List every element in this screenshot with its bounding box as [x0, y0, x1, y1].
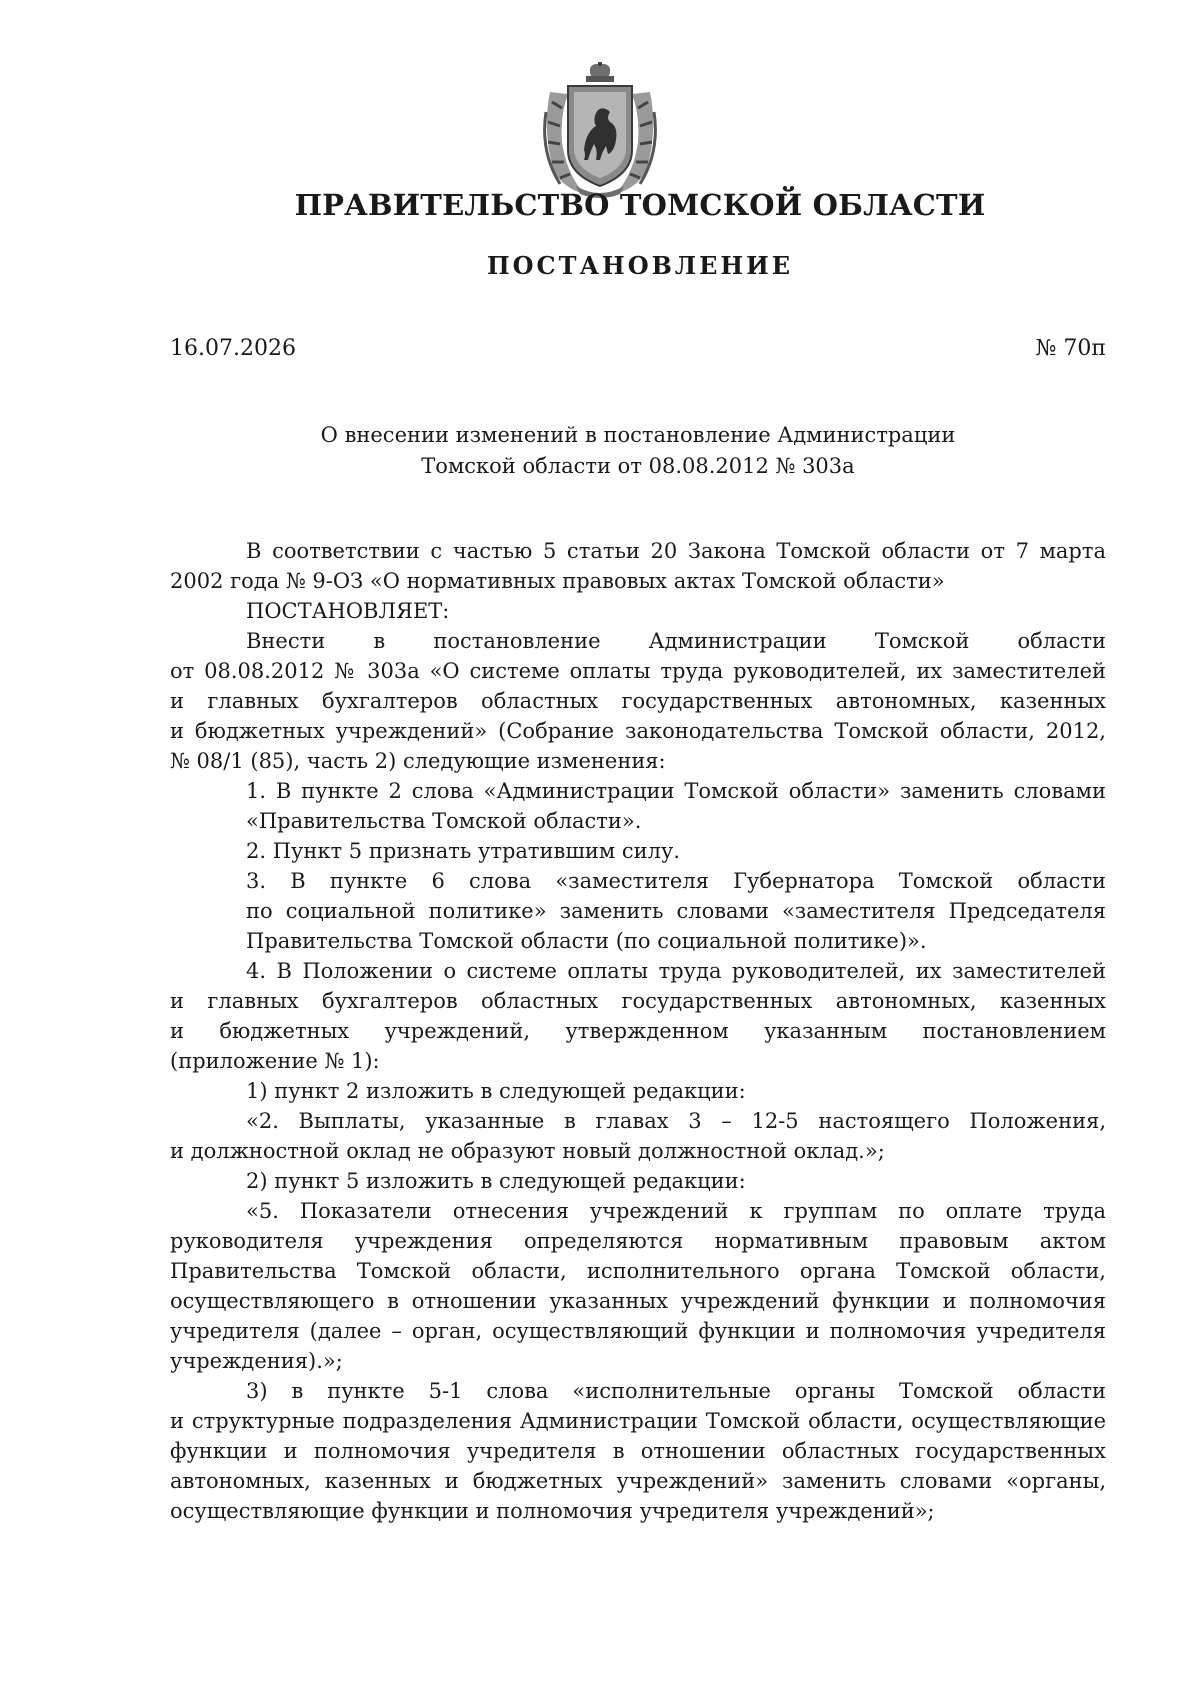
body-line: Правительства Томской области, исполнительного органа Томской области, [170, 1259, 1106, 1283]
subject-line: Томской области от 08.08.2012 № 303а [421, 454, 855, 478]
body-line: Внести в постановление Администрации Томской области [246, 629, 1106, 653]
document-number: № 70п [1035, 336, 1106, 361]
body-line: 2002 года № 9-ОЗ «О нормативных правовых актах Томской области» [170, 569, 945, 593]
body-line: осуществляющего в отношении указанных учреждений функции и полномочия [170, 1289, 1106, 1313]
body-line: и должностной оклад не образуют новый должностной оклад.»; [170, 1139, 885, 1163]
body-line: ПОСТАНОВЛЯЕТ: [246, 599, 450, 623]
document-type-title: ПОСТАНОВЛЕНИЕ [486, 251, 794, 280]
body-line: «2. Выплаты, указанные в главах 3 – 12-5 настоящего Положения, [246, 1109, 1106, 1133]
document-date: 16.07.2026 [170, 336, 296, 361]
body-line: № 08/1 (85), часть 2) следующие изменения: [170, 749, 666, 773]
body-line: В соответствии с частью 5 статьи 20 Закона Томской области от 7 марта [246, 539, 1106, 563]
body-line: функции и полномочия учредителя в отношении областных государственных [170, 1439, 1106, 1463]
body-line: «Правительства Томской области». [246, 809, 642, 833]
organization-title: ПРАВИТЕЛЬСТВО ТОМСКОЙ ОБЛАСТИ [294, 188, 986, 222]
body-line: и главных бухгалтеров областных государственных автономных, казенных [170, 989, 1106, 1013]
body-line: и главных бухгалтеров областных государственных автономных, казенных [170, 689, 1106, 713]
document-body [170, 536, 1106, 1526]
coat-of-arms-emblem [540, 62, 660, 200]
body-line: 3. В пункте 6 слова «заместителя Губернатора Томской области [246, 869, 1106, 893]
subject-line: О внесении изменений в постановление Администрации [320, 423, 956, 447]
body-line: 1) пункт 2 изложить в следующей редакции: [246, 1079, 746, 1103]
body-line: осуществляющие функции и полномочия учредителя учреждений»; [170, 1499, 935, 1523]
body-line: и бюджетных учреждений» (Собрание законодательства Томской области, 2012, [170, 719, 1106, 743]
body-line: «5. Показатели отнесения учреждений к группам по оплате труда [246, 1199, 1106, 1223]
body-line: (приложение № 1): [170, 1049, 380, 1073]
body-line: по социальной политике» заменить словами «заместителя Председателя [246, 899, 1106, 923]
body-line: от 08.08.2012 № 303а «О системе оплаты труда руководителей, их заместителей [170, 659, 1106, 683]
body-line: учредителя (далее – орган, осуществляющий функции и полномочия учредителя [170, 1319, 1106, 1343]
body-line: и структурные подразделения Администрации Томской области, осуществляющие [170, 1409, 1106, 1433]
body-line: автономных, казенных и бюджетных учреждений» заменить словами «органы, [170, 1469, 1106, 1493]
body-line: 1. В пункте 2 слова «Администрации Томской области» заменить словами [246, 779, 1106, 803]
body-line: Правительства Томской области (по социальной политике)». [246, 929, 927, 953]
body-line: 2. Пункт 5 признать утратившим силу. [246, 839, 680, 863]
body-line: 3) в пункте 5-1 слова «исполнительные органы Томской области [246, 1379, 1106, 1403]
document-subject [170, 420, 1106, 482]
body-line: и бюджетных учреждений, утвержденном указанным постановлением [170, 1019, 1106, 1043]
body-line: 2) пункт 5 изложить в следующей редакции: [246, 1169, 746, 1193]
body-line: учреждения).»; [170, 1349, 343, 1373]
body-line: 4. В Положении о системе оплаты труда руководителей, их заместителей [246, 959, 1106, 983]
body-line: руководителя учреждения определяются нормативным правовым актом [170, 1229, 1106, 1253]
